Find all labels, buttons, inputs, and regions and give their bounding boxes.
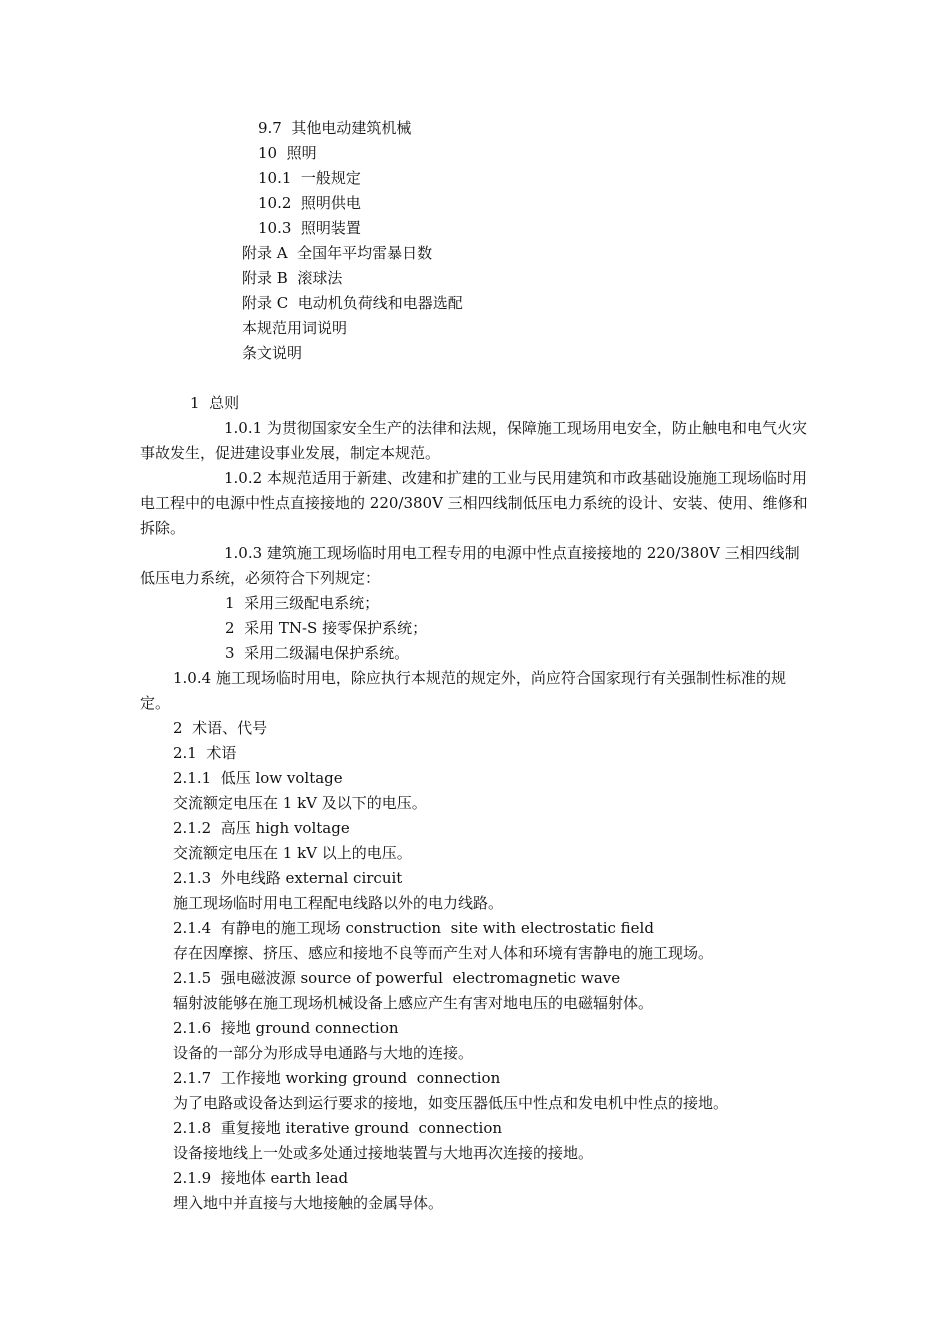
toc-item: 10.2 照明供电 xyxy=(258,194,361,212)
toc-item: 本规范用词说明 xyxy=(242,319,348,337)
toc-item: 附录 A 全国年平均雷暴日数 xyxy=(242,244,433,262)
term-heading: 2.1.3 外电线路 external circuit xyxy=(173,869,403,887)
list-item: 1 采用三级配电系统； xyxy=(225,594,380,612)
toc-item: 10.3 照明装置 xyxy=(258,219,361,237)
clause-1-0-1: 1.0.1 为贯彻国家安全生产的法律和法规，保障施工现场用电安全，防止触电和电气火灾事故发生，促进建设事业发展，制定本规范。 xyxy=(140,419,807,462)
toc-item: 10.1 一般规定 xyxy=(258,169,361,187)
term-definition: 存在因摩擦、挤压、感应和接地不良等而产生对人体和环境有害静电的施工现场。 xyxy=(173,944,714,962)
term-definition: 设备接地线上一处或多处通过接地装置与大地再次连接的接地。 xyxy=(173,1144,594,1162)
list-item: 2 采用 TN-S 接零保护系统； xyxy=(225,619,428,637)
toc-item: 附录 B 滚球法 xyxy=(242,269,343,287)
toc-item: 附录 C 电动机负荷线和电器选配 xyxy=(242,294,463,312)
clause-1-0-3: 1.0.3 建筑施工现场临时用电工程专用的电源中性点直接接地的 220/380V 三相四线制低压电力系统，必须符合下列规定： xyxy=(140,544,800,587)
term-heading: 2.1.8 重复接地 iterative ground connection xyxy=(173,1119,503,1137)
term-definition: 设备的一部分为形成导电通路与大地的连接。 xyxy=(173,1044,474,1062)
toc-item: 条文说明 xyxy=(242,344,303,362)
list-item: 3 采用二级漏电保护系统。 xyxy=(225,644,410,662)
clause-1-0-4: 1.0.4 施工现场临时用电，除应执行本规范的规定外，尚应符合国家现行有关强制性标准的规定。 xyxy=(140,669,786,712)
term-definition: 交流额定电压在 1 kV 及以下的电压。 xyxy=(173,794,427,812)
toc-item: 10 照明 xyxy=(258,144,317,162)
term-heading: 2.1.7 工作接地 working ground connection xyxy=(173,1069,501,1087)
clause-1-0-2: 1.0.2 本规范适用于新建、改建和扩建的工业与民用建筑和市政基础设施施工现场临时用电工程中的电源中性点直接接地的 220/380V 三相四线制低压电力系统的设计、安装、使用、维修和拆除。 xyxy=(140,469,808,537)
chapter-title: 1 总则 xyxy=(190,394,240,412)
term-heading: 2.1.2 高压 high voltage xyxy=(173,819,350,837)
term-heading: 2.1.4 有静电的施工现场 construction site with electrostatic field xyxy=(173,919,654,937)
term-definition: 施工现场临时用电工程配电线路以外的电力线路。 xyxy=(173,894,504,912)
term-heading: 2.1.9 接地体 earth lead xyxy=(173,1169,349,1187)
chapter-title: 2 术语、代号 xyxy=(173,719,268,737)
term-definition: 为了电路或设备达到运行要求的接地，如变压器低压中性点和发电机中性点的接地。 xyxy=(173,1094,729,1112)
section-title: 2.1 术语 xyxy=(173,744,237,762)
term-heading: 2.1.1 低压 low voltage xyxy=(173,769,343,787)
term-heading: 2.1.6 接地 ground connection xyxy=(173,1019,399,1037)
term-definition: 埋入地中并直接与大地接触的金属导体。 xyxy=(173,1194,444,1212)
toc-item: 9.7 其他电动建筑机械 xyxy=(258,119,412,137)
term-definition: 交流额定电压在 1 kV 以上的电压。 xyxy=(173,844,412,862)
term-definition: 辐射波能够在施工现场机械设备上感应产生有害对地电压的电磁辐射体。 xyxy=(173,994,654,1012)
term-heading: 2.1.5 强电磁波源 source of powerful electromagnetic wave xyxy=(173,969,621,987)
